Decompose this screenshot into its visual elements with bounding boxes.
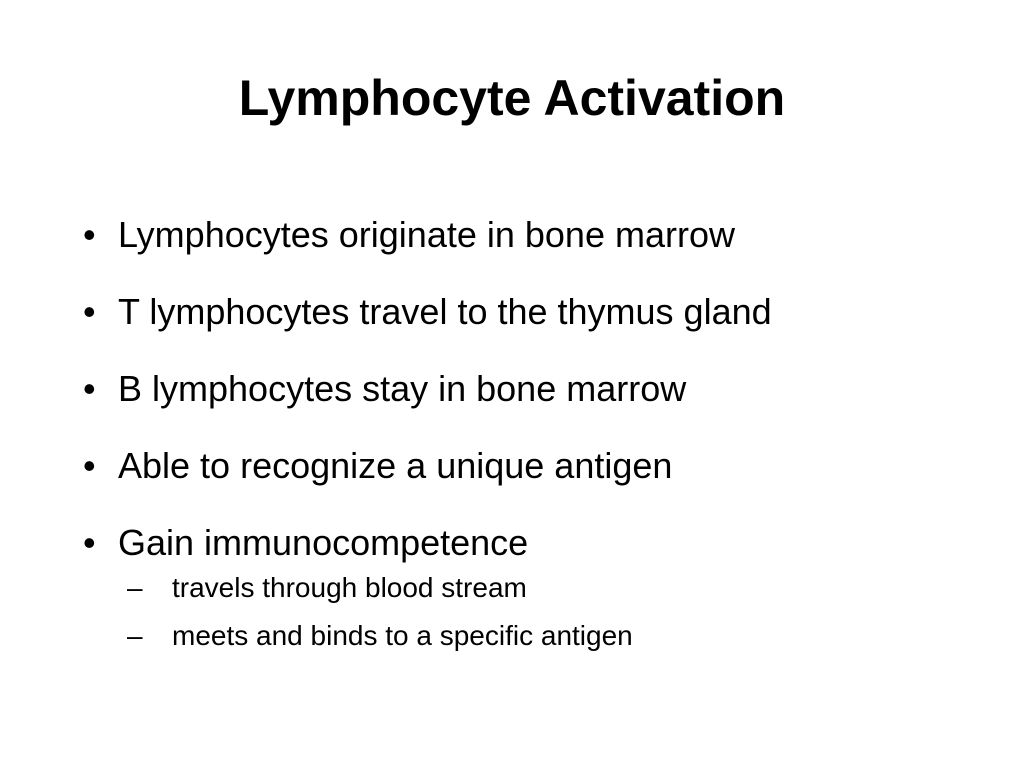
bullet-marker: • [83, 368, 96, 409]
subbullet-text: meets and binds to a specific antigen [172, 620, 633, 651]
bullet-marker: • [83, 445, 96, 486]
bullet-item [80, 290, 980, 334]
subbullet-marker: – [127, 620, 143, 651]
bullet-text: Able to recognize a unique antigen [118, 445, 673, 486]
bullet-list [80, 213, 980, 667]
slide-title: Lymphocyte Activation [238, 70, 786, 126]
bullet-item [80, 213, 980, 257]
subbullet-text: travels through blood stream [172, 572, 527, 603]
bullet-item [80, 521, 980, 653]
subbullet-marker: – [127, 572, 143, 603]
bullet-marker: • [83, 291, 96, 332]
bullet-text: T lymphocytes travel to the thymus gland [118, 291, 772, 332]
bullet-text: B lymphocytes stay in bone marrow [118, 368, 687, 409]
bullet-text: Lymphocytes originate in bone marrow [118, 214, 735, 255]
subbullet-list [118, 571, 980, 653]
bullet-item [80, 367, 980, 411]
bullet-item [80, 444, 980, 488]
bullet-marker: • [83, 214, 96, 255]
bullet-marker: • [83, 522, 96, 563]
bullet-text: Gain immunocompetence [118, 522, 529, 563]
subbullet-item [127, 571, 980, 605]
subbullet-item [127, 619, 980, 653]
